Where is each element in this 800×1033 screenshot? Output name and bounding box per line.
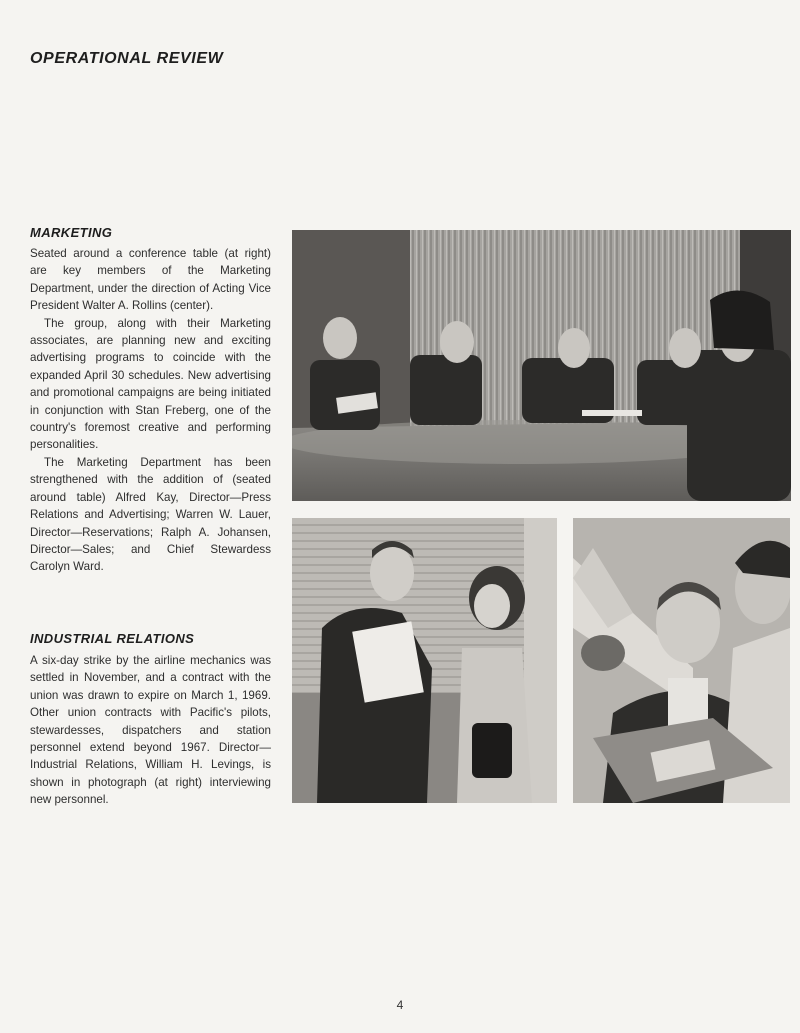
marketing-body <box>30 245 271 576</box>
page-number: 4 <box>396 998 404 1012</box>
marketing-paragraph-3: The Marketing Department has been strengthened with the addition of (seated around table) Alfred Kay, Director—Press Relations and Advertising; Warren W. Lauer, Director—Reservations; Ralph A. Johansen, Director—Sales; and Chief Stewardess Carolyn Ward. <box>30 455 271 574</box>
conference-table-photo <box>292 230 791 501</box>
marketing-paragraph-1: Seated around a conference table (at right) are key members of the Marketing Department, under the direction of Acting Vice President Walter A. Rollins (center). <box>30 247 271 313</box>
meal-tray-photo <box>573 518 790 803</box>
marketing-paragraph-2: The group, along with their Marketing associates, are planning new and exciting advertising programs to coincide with the expanded April 30 schedules. New advertising and promotional campaigns are being initiated in conjunction with Stan Freberg, one of the country's foremost creative and performing personalities. <box>30 316 271 452</box>
interview-photo <box>292 518 557 803</box>
industrial-relations-paragraph: A six-day strike by the airline mechanics was settled in November, and a contract with the union was drawn to expire on March 1, 1969. Other union contracts with Pacific's pilots, stewardesses, dispatchers and station personnel extend beyond 1967. Director—Industrial Relations, William H. Levings, is shown in photograph (at right) interviewing new personnel. <box>30 654 271 807</box>
marketing-heading: MARKETING <box>30 225 113 240</box>
industrial-relations-body <box>30 652 271 809</box>
page-title: OPERATIONAL REVIEW <box>30 50 224 67</box>
industrial-relations-heading: INDUSTRIAL RELATIONS <box>30 631 195 646</box>
